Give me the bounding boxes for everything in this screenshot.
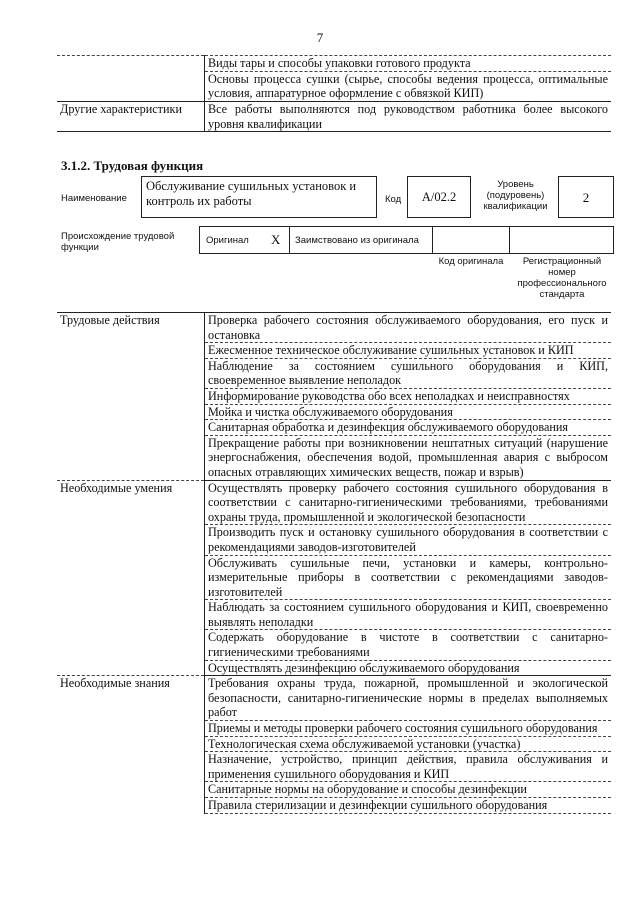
top-table-label — [57, 71, 205, 102]
original-mark: X — [271, 232, 281, 247]
original-label: Оригинал — [206, 235, 249, 246]
skill-item: Наблюдать за состоянием сушильного оборудования и КИП, своевременно выявлять неполадки — [205, 600, 612, 630]
skill-item: Производить пуск и остановку сушильного оборудования в соответствии с рекомендациями заводов-изготовителей — [205, 525, 612, 555]
skill-item: Содержать оборудование в чистоте в соответствии с санитарно-гигиеническими требованиями — [205, 630, 612, 660]
other-characteristics-value: Все работы выполняются под руководством работника более высокого уровня квалификации — [205, 102, 612, 132]
name-label: Наименование — [61, 193, 127, 204]
skill-item: Осуществлять проверку рабочего состояния сушильного оборудования в соответствии с санитарно-гигиеническими требованиями, требованиями охраны труда, промышленной и экологической безопасности — [205, 480, 612, 525]
skill-item: Осуществлять дезинфекцию обслуживаемого оборудования — [205, 660, 612, 676]
code-box — [407, 176, 471, 218]
code-label: Код — [385, 194, 402, 205]
actions-label: Трудовые действия — [57, 313, 205, 481]
code-caption: Код оригинала — [438, 256, 504, 267]
name-box — [141, 176, 377, 218]
action-item: Ежесменное техническое обслуживание сушильных установок и КИП — [205, 343, 612, 359]
top-table-label — [57, 56, 205, 72]
borrowed-label: Заимствовано из оригинала — [295, 235, 419, 246]
origin-box — [199, 226, 614, 254]
action-item: Информирование руководства обо всех неполадках и неисправностях — [205, 388, 612, 404]
top-table — [57, 55, 611, 132]
knowledge-item: Правила стерилизации и дезинфекции сушильного оборудования — [205, 798, 612, 814]
knowledge-item: Санитарные нормы на оборудование и способы дезинфекции — [205, 782, 612, 798]
name-value: Обслуживание сушильных установок и контроль их работы — [146, 179, 357, 208]
top-table-value: Виды тары и способы упаковки готового продукта — [205, 56, 612, 72]
action-item: Проверка рабочего состояния обслуживаемого оборудования, его пуск и остановка — [205, 313, 612, 343]
level-label: Уровень (подуровень) квалификации — [483, 179, 548, 212]
knowledge-item: Технологическая схема обслуживаемой установки (участка) — [205, 736, 612, 752]
level-box — [558, 176, 614, 218]
knowledge-item: Требования охраны труда, пожарной, промышленной и экологической безопасности, санитарно-гигиенические нормы в пределах выполняемых работ — [205, 676, 612, 721]
action-item: Мойка и чистка обслуживаемого оборудования — [205, 404, 612, 420]
action-item: Санитарная обработка и дезинфекция обслуживаемого оборудования — [205, 420, 612, 436]
page-number: 7 — [316, 30, 324, 45]
origin-label: Происхождение трудовой функции — [61, 231, 175, 253]
skill-item: Обслуживать сушильные печи, установки и камеры, контрольно-измерительные приборы в соответствии с рекомендациями заводов-изготовителей — [205, 555, 612, 600]
action-item: Прекращение работы при возникновении нештатных ситуаций (нарушение энергоснабжения, обеспечения водой, промышленная авария с выбросом опасных отравляющих химических веществ, пожар и взрыв) — [205, 435, 612, 480]
section-title: 3.1.2. Трудовая функция — [61, 158, 204, 173]
knowledge-item: Назначение, устройство, принцип действия, правила обслуживания и применения сушильного оборудования и КИП — [205, 752, 612, 782]
level-value: 2 — [582, 190, 590, 205]
other-characteristics-label: Другие характеристики — [57, 102, 205, 132]
code-value: A/02.2 — [421, 190, 457, 204]
action-item: Наблюдение за состоянием сушильного оборудования и КИП, своевременное выявление неполадок — [205, 358, 612, 388]
main-table — [57, 312, 611, 814]
knowledge-item: Приемы и методы проверки рабочего состояния сушильного оборудования — [205, 721, 612, 737]
skills-label: Необходимые умения — [57, 480, 205, 676]
knowledge-label: Необходимые знания — [57, 676, 205, 813]
top-table-value: Основы процесса сушки (сырье, способы ведения процесса, оптимальные условия, аппаратурное оформление с обвязкой КИП) — [205, 71, 612, 102]
reg-caption: Регистрационный номер профессионального стандарта — [517, 256, 607, 300]
